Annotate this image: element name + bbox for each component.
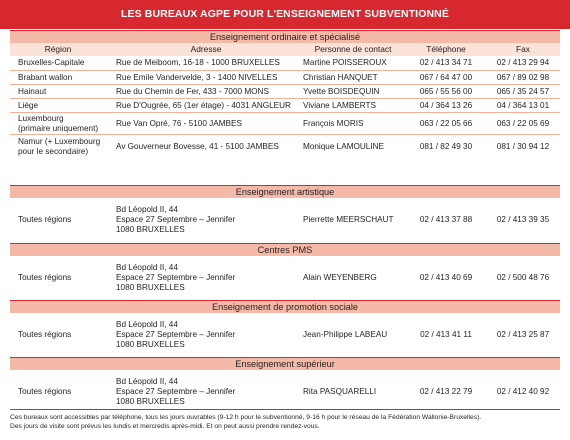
cell-address-line: Av Gouverneur Bovesse, 41 - 5100 JAMBES	[116, 142, 279, 151]
cell-region-line: (primaire uniquement)	[18, 124, 99, 133]
cell-fax: 02 / 413 25 87	[496, 330, 550, 339]
section-heading: Enseignement supérieur	[10, 357, 560, 370]
cell-address-line: Bd Léopold II, 44	[116, 205, 178, 214]
cell-fax: 063 / 22 05 69	[496, 119, 550, 128]
section	[10, 185, 560, 240]
section-heading: Enseignement ordinaire et spécialisé	[10, 30, 560, 43]
cell-address	[116, 119, 301, 129]
cell-phone: 065 / 55 56 00	[419, 87, 473, 96]
cell-phone: 02 / 413 22 79	[419, 387, 473, 396]
footnote	[10, 413, 565, 431]
table-row	[10, 56, 560, 70]
section	[10, 357, 560, 412]
cell-address-line: Rue du Chemin de Fer, 433 - 7000 MONS	[116, 87, 269, 96]
cell-region	[18, 87, 113, 97]
cell-contact: Pierrette MEERSCHAUT	[303, 215, 394, 224]
cell-address-line: Bd Léopold II, 44	[116, 320, 178, 329]
cell-fax: 02 / 413 29 94	[496, 58, 550, 67]
cell-fax: 04 / 364 13 01	[496, 101, 550, 110]
col-header-address: Adresse	[190, 44, 222, 54]
cell-address-line: Espace 27 Septembre – Jennifer	[116, 273, 236, 282]
page-title: LES BUREAUX AGPE POUR L'ENSEIGNEMENT SUBVENTIONNÉ	[0, 0, 570, 29]
col-header-contact: Personne de contact	[314, 44, 392, 54]
cell-region	[18, 58, 113, 68]
cell-phone: 02 / 413 41 11	[420, 330, 472, 339]
cell-region	[18, 387, 113, 397]
cell-region-line: Toutes régions	[18, 330, 72, 339]
cell-phone: 081 / 82 49 30	[419, 142, 473, 151]
cell-phone: 02 / 413 40 69	[419, 273, 473, 282]
cell-contact: Rita PASQUARELLI	[303, 387, 377, 396]
section	[10, 300, 560, 355]
cell-contact: Martine POISSEROUX	[303, 58, 387, 67]
cell-phone: 063 / 22 05 66	[419, 119, 473, 128]
cell-region-line: Brabant wallon	[18, 73, 73, 82]
cell-contact: Yvette BOISDEQUIN	[303, 87, 380, 96]
cell-fax: 081 / 30 94 12	[496, 142, 550, 151]
cell-contact: Viviane LAMBERTS	[303, 101, 376, 110]
cell-region-line: Liège	[18, 101, 39, 110]
footnote-line: Ces bureaux sont accessibles par téléphone, tous les jours ouvrables (9-12 h pour le subventionné, 9-16 h pour le réseau de la Fédération Wallonie-Bruxelles).	[10, 414, 482, 421]
cell-address	[116, 263, 301, 293]
table-row	[10, 70, 560, 84]
cell-address	[116, 205, 301, 235]
footnote-line: Des jours de visite sont prévus les lundis et mercredis après-midi. Et on peut aussi prendre rendez-vous.	[10, 423, 320, 430]
table-row	[10, 112, 560, 134]
col-header-region: Région	[44, 44, 72, 54]
table-bottom-rule	[10, 409, 560, 410]
cell-address-line: 1080 BRUXELLES	[116, 283, 185, 292]
section	[10, 243, 560, 298]
cell-region-line: Namur (+ Luxembourg	[18, 137, 101, 146]
cell-address-line: Rue Van Opré, 76 - 5100 JAMBES	[116, 119, 242, 128]
cell-fax: 065 / 35 24 57	[496, 87, 550, 96]
table-row	[10, 84, 560, 98]
cell-fax: 02 / 412 40 92	[496, 387, 550, 396]
cell-address-line: Rue D'Ougrée, 65 (1er étage) - 4031 ANGLEUR	[116, 101, 291, 110]
cell-fax: 067 / 89 02 98	[496, 73, 550, 82]
cell-address	[116, 73, 301, 83]
cell-region-line: Bruxelles-Capitale	[18, 58, 85, 67]
cell-address-line: Espace 27 Septembre – Jennifer	[116, 215, 236, 224]
cell-region-line: Toutes régions	[18, 215, 72, 224]
cell-region	[18, 114, 113, 134]
table-row	[10, 134, 560, 157]
cell-address-line: 1080 BRUXELLES	[116, 225, 185, 234]
cell-contact: François MORIS	[303, 119, 364, 128]
table-row	[10, 372, 560, 412]
cell-region	[18, 273, 113, 283]
cell-address-line: Rue de Meiboom, 16-18 - 1000 BRUXELLES	[116, 58, 280, 67]
section-heading: Centres PMS	[10, 243, 560, 256]
cell-contact: Alain WEYENBERG	[303, 273, 377, 282]
cell-address-line: 1080 BRUXELLES	[116, 340, 185, 349]
cell-region	[18, 73, 113, 83]
cell-contact: Monique LAMOULINE	[303, 142, 384, 151]
cell-region	[18, 330, 113, 340]
cell-address-line: Bd Léopold II, 44	[116, 263, 178, 272]
cell-region-line: Toutes régions	[18, 387, 72, 396]
table-row	[10, 258, 560, 298]
cell-region	[18, 215, 113, 225]
table-row	[10, 315, 560, 355]
cell-region-line: pour le secondaire)	[18, 147, 89, 156]
cell-address-line: Bd Léopold II, 44	[116, 377, 178, 386]
section-heading: Enseignement de promotion sociale	[10, 300, 560, 313]
cell-address-line: Rue Emile Vandervelde, 3 - 1400 NIVELLES	[116, 73, 278, 82]
cell-region-line: Hainaut	[18, 87, 47, 96]
cell-region-line: Luxembourg	[18, 114, 64, 123]
cell-address	[116, 87, 301, 97]
table-row	[10, 200, 560, 240]
cell-address	[116, 58, 301, 68]
cell-phone: 02 / 413 34 71	[419, 58, 473, 67]
section	[10, 30, 560, 157]
cell-region	[18, 137, 113, 157]
cell-contact: Christian HANQUET	[303, 73, 378, 82]
cell-address-line: Espace 27 Septembre – Jennifer	[116, 330, 236, 339]
cell-address	[116, 320, 301, 350]
col-header-phone: Téléphone	[426, 44, 466, 54]
cell-fax: 02 / 413 39 35	[496, 215, 550, 224]
column-headers	[10, 43, 560, 56]
section-heading: Enseignement artistique	[10, 185, 560, 198]
cell-address	[116, 142, 301, 152]
col-header-fax: Fax	[516, 44, 530, 54]
cell-address	[116, 377, 301, 407]
cell-address-line: 1080 BRUXELLES	[116, 397, 185, 406]
table-row	[10, 98, 560, 112]
cell-phone: 067 / 64 47 00	[419, 73, 473, 82]
cell-region-line: Toutes régions	[18, 273, 72, 282]
cell-address-line: Espace 27 Septembre – Jennifer	[116, 387, 236, 396]
cell-region	[18, 101, 113, 111]
cell-fax: 02 / 500 48 76	[496, 273, 550, 282]
cell-phone: 02 / 413 37 88	[419, 215, 473, 224]
cell-address	[116, 101, 301, 111]
cell-phone: 04 / 364 13 26	[419, 101, 473, 110]
cell-contact: Jean-Philippe LABEAU	[303, 330, 388, 339]
